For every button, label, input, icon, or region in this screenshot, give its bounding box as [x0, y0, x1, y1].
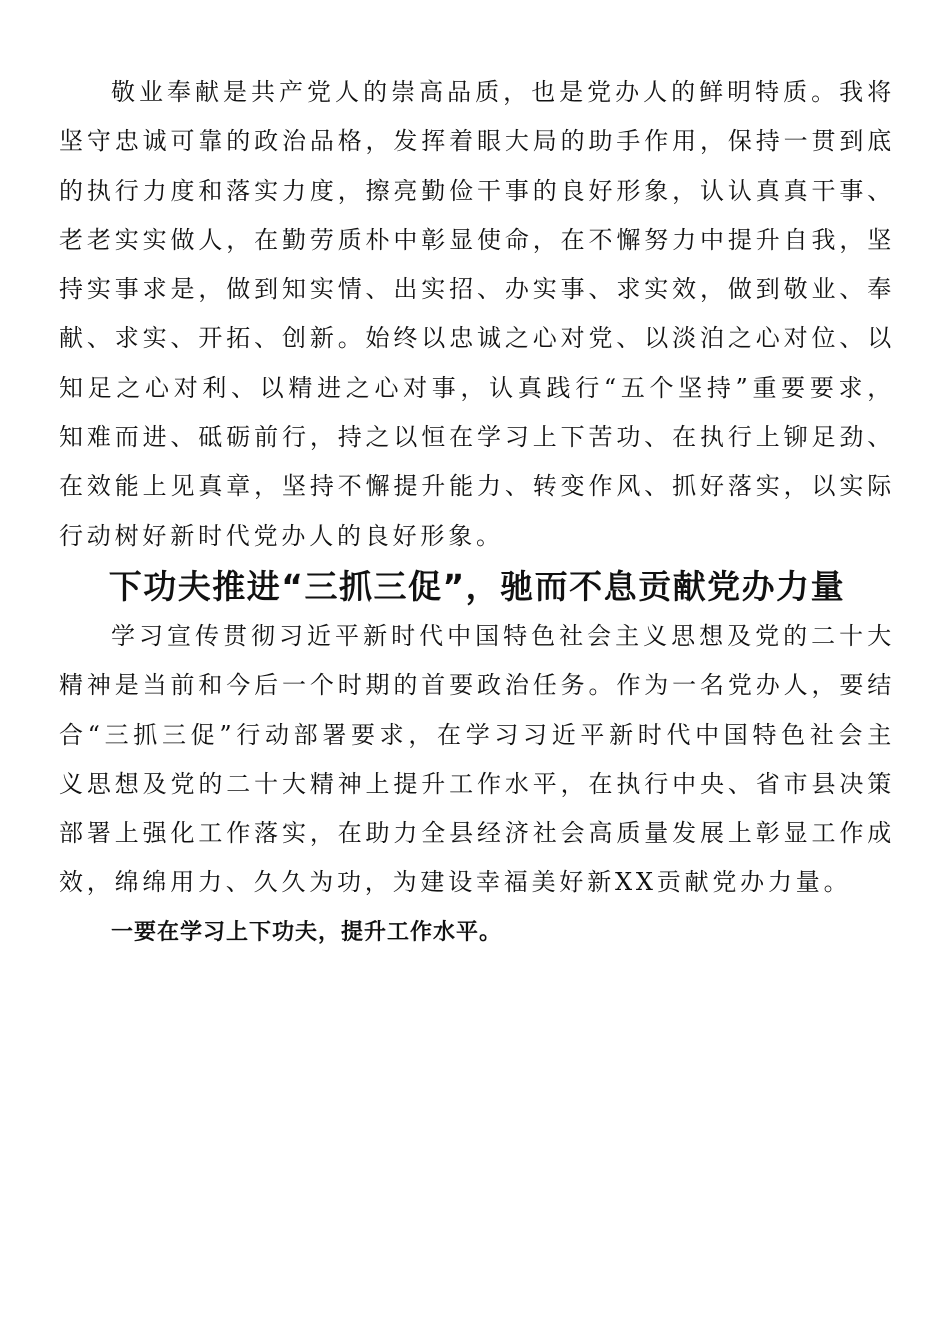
document-body: [59, 68, 895, 957]
paragraph-dedication: 敬业奉献是共产党人的崇高品质，也是党办人的鲜明特质。我将坚守忠诚可靠的政治品格，发挥着眼大局的助手作用，保持一贯到底的执行力度和落实力度，擦亮勤俭干事的良好形象，认认真真干事、老老实实做人，在勤劳质朴中彰显使命，在不懈努力中提升自我，坚持实事求是，做到知实情、出实招、办实事、求实效，做到敬业、奉献、求实、开拓、创新。始终以忠诚之心对党、以淡泊之心对位、以知足之心对利、以精进之心对事，认真践行“五个坚持”重要要求，知难而进、砥砺前行，持之以恒在学习上下苦功、在执行上铆足劲、在效能上见真章，坚持不懈提升能力、转变作风、抓好落实，以实际行动树好新时代党办人的良好形象。: [59, 78, 895, 550]
paragraph-study-task: 学习宣传贯彻习近平新时代中国特色社会主义思想及党的二十大精神是当前和今后一个时期的首要政治任务。作为一名党办人，要结合“三抓三促”行动部署要求，在学习习近平新时代中国特色社会主义思想及党的二十大精神上提升工作水平，在执行中央、省市县决策部署上强化工作落实，在助力全县经济社会高质量发展上彰显工作成效，绵绵用力、久久为功，为建设幸福美好新XX贡献党办力量。: [59, 621, 895, 897]
section-heading: 下功夫推进“三抓三促”，驰而不息贡献党办力量: [108, 566, 846, 606]
subpoint-study: 一要在学习上下功夫，提升工作水平。: [111, 919, 503, 945]
